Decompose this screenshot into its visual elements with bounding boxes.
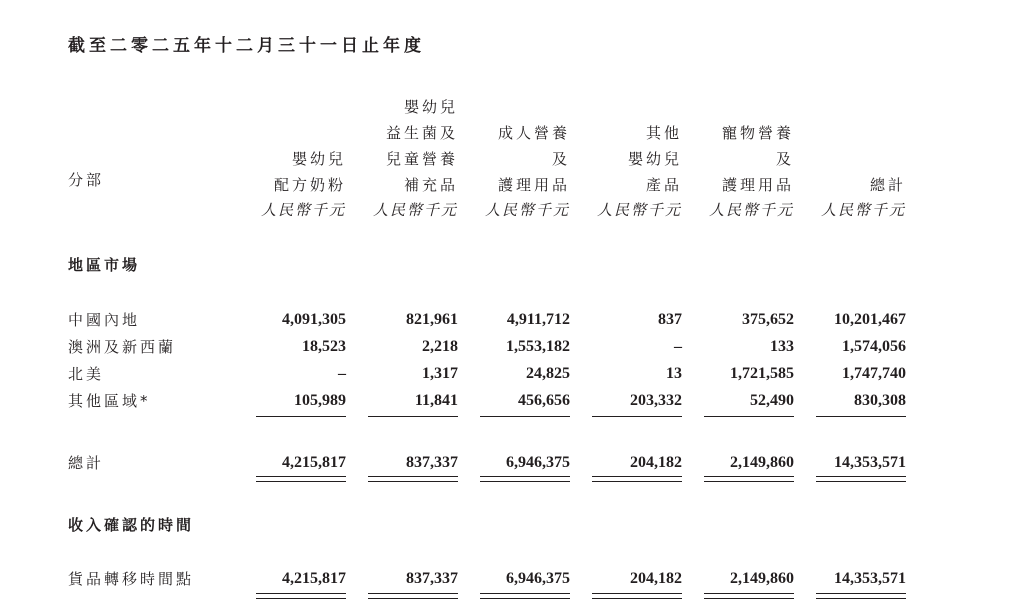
total-double-rule xyxy=(256,593,346,599)
table-cell: 18,523 xyxy=(302,338,346,355)
total-double-rule xyxy=(592,476,682,482)
unit-label: 人民幣千元 xyxy=(708,201,794,219)
row-label: 澳洲及新西蘭 xyxy=(68,338,177,356)
header-line: 益生菌及 xyxy=(385,124,458,142)
total-double-rule xyxy=(704,593,794,599)
unit-label: 人民幣千元 xyxy=(484,201,570,219)
table-cell: 2,149,860 xyxy=(730,570,794,587)
table-cell: 14,353,571 xyxy=(834,570,906,587)
table-cell: 1,574,056 xyxy=(842,338,906,355)
table-cell: – xyxy=(674,338,682,355)
header-line: 護理用品 xyxy=(721,176,794,194)
header-line: 護理用品 xyxy=(497,176,570,194)
table-cell: 4,215,817 xyxy=(282,570,346,587)
header-line: 補充品 xyxy=(403,176,458,194)
unit-label: 人民幣千元 xyxy=(260,201,346,219)
unit-label: 人民幣千元 xyxy=(596,201,682,219)
table-cell: 133 xyxy=(770,338,794,355)
total-label: 總計 xyxy=(68,454,105,472)
table-cell: 1,317 xyxy=(422,365,458,382)
table-cell: 204,182 xyxy=(630,454,682,471)
total-double-rule xyxy=(816,476,906,482)
total-double-rule xyxy=(480,476,570,482)
total-double-rule xyxy=(816,593,906,599)
table-cell: 375,652 xyxy=(742,311,794,328)
header-line: 總計 xyxy=(869,176,906,194)
unit-label: 人民幣千元 xyxy=(372,201,458,219)
table-cell: 13 xyxy=(666,365,682,382)
table-cell: 821,961 xyxy=(406,311,458,328)
table-cell: 2,149,860 xyxy=(730,454,794,471)
section-title: 收入確認的時間 xyxy=(68,516,195,534)
table-title: 截至二零二五年十二月三十一日止年度 xyxy=(68,36,425,56)
header-line: 嬰幼兒 xyxy=(291,150,346,168)
header-line: 嬰幼兒 xyxy=(627,150,682,168)
row-label: 貨品轉移時間點 xyxy=(68,570,195,588)
total-double-rule xyxy=(480,593,570,599)
section-title: 地區市場 xyxy=(68,256,141,274)
row-label: 中國內地 xyxy=(68,311,141,329)
header-line: 及 xyxy=(775,150,794,168)
table-cell: 837,337 xyxy=(406,570,458,587)
table-cell: 1,747,740 xyxy=(842,365,906,382)
table-cell: 837,337 xyxy=(406,454,458,471)
table-cell: 14,353,571 xyxy=(834,454,906,471)
column-header xyxy=(570,88,682,198)
table-cell: 6,946,375 xyxy=(506,454,570,471)
total-double-rule xyxy=(592,593,682,599)
subtotal-rule xyxy=(592,416,682,417)
table-cell: 204,182 xyxy=(630,570,682,587)
subtotal-rule xyxy=(480,416,570,417)
table-cell: 11,841 xyxy=(414,392,458,409)
column-header xyxy=(230,88,346,198)
table-cell: 4,911,712 xyxy=(506,311,570,328)
table-cell: 4,215,817 xyxy=(282,454,346,471)
subtotal-rule xyxy=(816,416,906,417)
table-cell: – xyxy=(338,365,346,382)
table-cell: 105,989 xyxy=(294,392,346,409)
total-double-rule xyxy=(368,476,458,482)
table-cell: 24,825 xyxy=(526,365,570,382)
table-cell: 4,091,305 xyxy=(282,311,346,328)
subtotal-rule xyxy=(256,416,346,417)
header-line: 嬰幼兒 xyxy=(403,98,458,116)
header-line: 配方奶粉 xyxy=(273,176,346,194)
total-double-rule xyxy=(704,476,794,482)
header-line: 其他 xyxy=(645,124,682,142)
table-cell: 456,656 xyxy=(518,392,570,409)
subtotal-rule xyxy=(368,416,458,417)
table-cell: 203,332 xyxy=(630,392,682,409)
subtotal-rule xyxy=(704,416,794,417)
table-cell: 52,490 xyxy=(750,392,794,409)
header-line: 成人營養 xyxy=(497,124,570,142)
column-header xyxy=(458,88,570,198)
table-cell: 6,946,375 xyxy=(506,570,570,587)
table-cell: 2,218 xyxy=(422,338,458,355)
header-line: 兒童營養 xyxy=(385,150,458,168)
total-double-rule xyxy=(368,593,458,599)
header-line: 及 xyxy=(551,150,570,168)
column-header xyxy=(794,88,906,198)
table-cell: 1,553,182 xyxy=(506,338,570,355)
row-label: 其他區域* xyxy=(68,392,151,410)
table-cell: 837 xyxy=(658,311,682,328)
total-double-rule xyxy=(256,476,346,482)
segment-label: 分部 xyxy=(68,171,105,189)
table-cell: 10,201,467 xyxy=(834,311,906,328)
row-label: 北美 xyxy=(68,365,105,383)
table-cell: 1,721,585 xyxy=(730,365,794,382)
header-line: 寵物營養 xyxy=(721,124,794,142)
unit-label: 人民幣千元 xyxy=(820,201,906,219)
column-header xyxy=(682,88,794,198)
column-header xyxy=(346,88,458,198)
table-cell: 830,308 xyxy=(854,392,906,409)
header-line: 產品 xyxy=(645,176,682,194)
